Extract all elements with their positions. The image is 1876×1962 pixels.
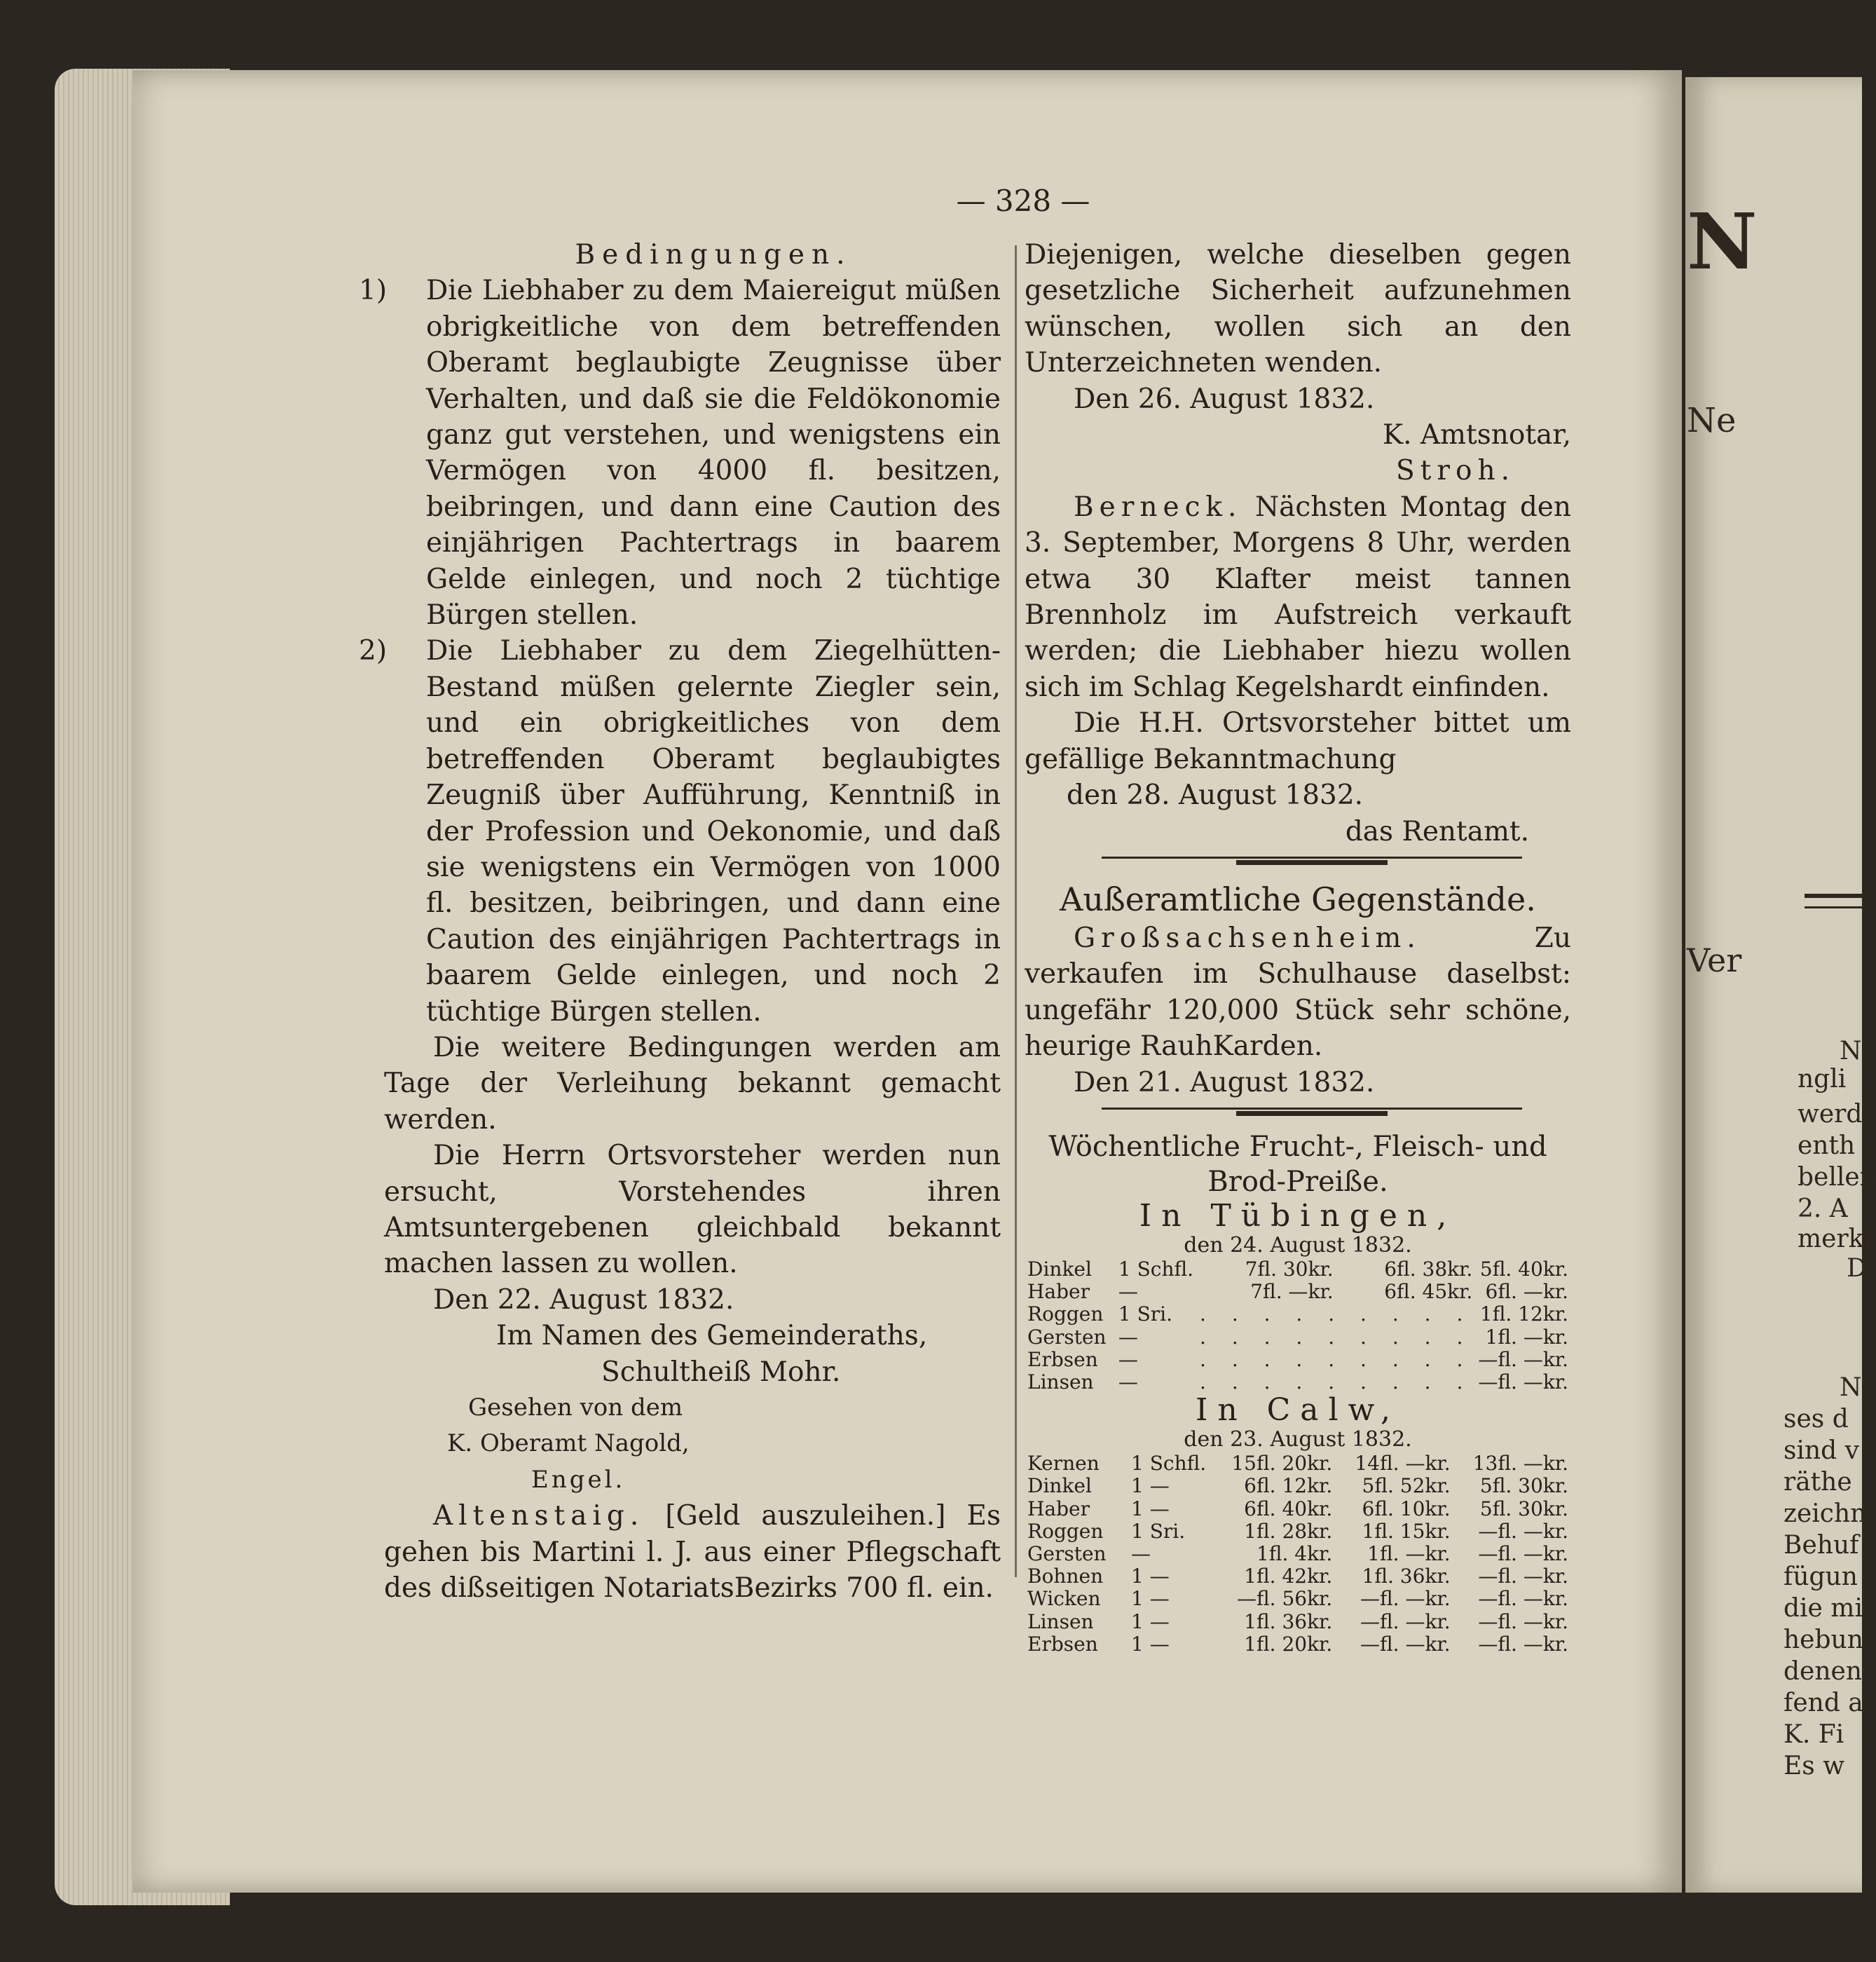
item-unit: — <box>1118 1325 1138 1349</box>
price-low: —fl. —kr. <box>1478 1587 1568 1611</box>
price-high: 6fl. 12kr. <box>1244 1474 1333 1498</box>
price-dots: . . . . . . . . . <box>1200 1302 1473 1326</box>
date-line: Den 21. August 1832. <box>1074 1066 1375 1098</box>
table-row <box>1025 1520 1571 1543</box>
item-unit: 1 Sri. <box>1118 1302 1173 1326</box>
item-unit: — <box>1118 1347 1138 1371</box>
price-mid: 6fl. 10kr. <box>1362 1497 1451 1520</box>
signature-line: Im Namen des Gemeinderaths, <box>496 1320 928 1352</box>
item-name: Dinkel <box>1027 1257 1092 1281</box>
next-page-fragment: sind v <box>1783 1436 1859 1465</box>
next-page-fragment: Behuf <box>1783 1531 1859 1560</box>
price-table-tuebingen <box>1025 1258 1571 1394</box>
table-row <box>1025 1588 1571 1610</box>
left-column <box>359 237 1001 1606</box>
next-page-fragment: D <box>1847 1254 1867 1283</box>
next-page-edge <box>1685 77 1876 1893</box>
next-page-fragment: denen <box>1783 1657 1863 1686</box>
next-page-fragment: fügun <box>1783 1562 1858 1591</box>
next-page-fragment: K. Fi <box>1783 1720 1844 1749</box>
town-heading-calw: In Calw, <box>1195 1392 1401 1429</box>
condition-text: Die Liebhaber zu dem Ziegelhütten-Bestand müßen gelernte Ziegler sein, und ein obrigkeitliches von dem betreffenden Oberamt beglaubigtes Zeugniß über Aufführung, Kenntniß in der Profession und Oekonomie, und daß sie wenigstens ein Vermögen von 1000 fl. besitzen, beibringen, und dann eine Caution des einjährigen Pachtertrags in baarem Gelde einlegen, und noch 2 tüchtige Bürgen stellen. <box>426 635 1001 1028</box>
price-list-title: Wöchentliche Frucht-, Fleisch- und <box>1048 1130 1547 1163</box>
price-high: 15fl. 20kr. <box>1231 1452 1333 1476</box>
item-unit: 1 — <box>1131 1474 1170 1498</box>
price-dots: . . . . . . . . . <box>1200 1370 1473 1394</box>
price-low: —fl. —kr. <box>1478 1519 1568 1543</box>
table-row <box>1025 1565 1571 1588</box>
date-line: Den 26. August 1832. <box>1074 383 1375 415</box>
price-low: —fl. —kr. <box>1478 1347 1568 1371</box>
advertisement <box>384 1498 1001 1606</box>
next-page-fragment: N <box>1687 196 1758 287</box>
price-mid: 14fl. —kr. <box>1355 1452 1451 1476</box>
item-name: Linsen <box>1027 1370 1094 1394</box>
advertisement-text: Nächsten Montag den 3. September, Morgens 8 Uhr, werden etwa 30 Klafter meist tannen Brennholz im Aufstreich verkauft werden; die Liebhaber hiezu wollen sich im Schlag Kegelshardt einfinden. <box>1025 491 1571 703</box>
advertisement <box>1025 489 1571 705</box>
town-heading-tuebingen: In Tübingen, <box>1139 1197 1457 1234</box>
price-low: 5fl. 30kr. <box>1479 1474 1568 1498</box>
next-page-fragment: ses d <box>1783 1405 1849 1433</box>
table-row <box>1025 1349 1571 1371</box>
paragraph: Die weitere Bedingungen werden am Tage der Verleihung bekannt gemacht werden. <box>384 1031 1001 1136</box>
price-high: 7fl. —kr. <box>1250 1280 1334 1304</box>
item-name: Bohnen <box>1027 1565 1104 1588</box>
condition-item-1 <box>359 273 1001 633</box>
price-low: —fl. —kr. <box>1478 1609 1568 1633</box>
price-mid: 1fl. 15kr. <box>1362 1519 1451 1543</box>
price-mid: 6fl. 45kr. <box>1384 1280 1473 1304</box>
price-mid: 6fl. 38kr. <box>1384 1257 1473 1281</box>
table-row <box>1025 1498 1571 1520</box>
item-number: 1) <box>359 275 388 307</box>
price-low: —fl. —kr. <box>1478 1632 1568 1656</box>
paragraph: Die Herrn Ortsvorsteher werden nun ersucht, Vorstehendes ihren Amtsuntergebenen gleichbald bekannt machen lassen zu wollen. <box>384 1140 1001 1280</box>
price-date: den 23. August 1832. <box>1184 1427 1412 1452</box>
price-mid: 5fl. 52kr. <box>1362 1474 1451 1498</box>
approval-line: Gesehen von dem <box>468 1394 683 1422</box>
price-high: 6fl. 40kr. <box>1244 1497 1333 1520</box>
place-name: Berneck. <box>1074 491 1242 523</box>
item-unit: — <box>1118 1280 1138 1304</box>
price-high: 1fl. 20kr. <box>1244 1632 1333 1656</box>
item-name: Roggen <box>1027 1519 1104 1543</box>
approval-line: K. Oberamt Nagold, <box>447 1429 690 1458</box>
next-page-fragment: enth <box>1798 1131 1856 1160</box>
price-date: den 24. August 1832. <box>1184 1232 1412 1258</box>
next-page-fragment: 2. A <box>1798 1194 1848 1223</box>
table-row <box>1025 1452 1571 1475</box>
item-name: Linsen <box>1027 1609 1094 1633</box>
table-row <box>1025 1611 1571 1633</box>
signature-line: K. Amtsnotar, <box>1382 419 1571 451</box>
price-low: 1fl. —kr. <box>1485 1325 1568 1349</box>
item-unit: — <box>1118 1370 1138 1394</box>
advertisement-text: [Geld auszuleihen.] Es gehen bis Martini l. J. aus einer Pflegschaft des dißseitigen NotariatsBezirks 700 fl. ein. <box>384 1500 1001 1605</box>
item-number: 2) <box>359 635 388 667</box>
price-mid: —fl. —kr. <box>1360 1609 1451 1633</box>
price-low: 1fl. 12kr. <box>1479 1302 1568 1326</box>
next-page-fragment: bellen <box>1798 1163 1876 1192</box>
price-mid: 1fl. —kr. <box>1367 1541 1451 1565</box>
table-row <box>1025 1258 1571 1281</box>
next-page-fragment: Ver <box>1687 941 1742 979</box>
table-row <box>1025 1633 1571 1656</box>
item-unit: 1 — <box>1131 1609 1170 1633</box>
table-row <box>1025 1543 1571 1565</box>
item-unit: 1 — <box>1131 1632 1170 1656</box>
next-page-fragment: N <box>1840 1373 1862 1402</box>
item-unit: 1 — <box>1131 1497 1170 1520</box>
table-row <box>1025 1326 1571 1349</box>
next-page-fragment: ngli <box>1798 1065 1847 1094</box>
table-row <box>1025 1475 1571 1497</box>
next-page-fragment: räthe <box>1783 1468 1852 1497</box>
item-name: Erbsen <box>1027 1632 1098 1656</box>
next-page-fragment: Ne <box>1687 401 1737 440</box>
table-row <box>1025 1371 1571 1394</box>
next-page-fragment: N <box>1840 1037 1862 1065</box>
page-number: — 328 — <box>956 184 1090 218</box>
table-row <box>1025 1303 1571 1326</box>
next-page-fragment: fend a <box>1783 1689 1863 1717</box>
next-page-fragment: Es w <box>1783 1752 1845 1780</box>
price-low: —fl. —kr. <box>1478 1541 1568 1565</box>
next-page-fragment: merkf <box>1798 1225 1873 1253</box>
price-dots: . . . . . . . . . <box>1200 1325 1473 1349</box>
price-mid: —fl. —kr. <box>1360 1587 1451 1611</box>
signature-name: Stroh. <box>1395 455 1515 487</box>
item-name: Gersten <box>1027 1541 1107 1565</box>
item-unit: 1 Sri. <box>1131 1519 1186 1543</box>
section-rule <box>1102 857 1522 868</box>
approval-name: Engel. <box>531 1465 626 1494</box>
item-unit: — <box>1131 1541 1151 1565</box>
condition-item-2 <box>359 633 1001 1029</box>
price-low: 5fl. 40kr. <box>1479 1257 1568 1281</box>
paragraph: Die H.H. Ortsvorsteher bittet um gefällige Bekanntmachung <box>1025 707 1571 775</box>
advertisement <box>1025 920 1571 1065</box>
item-unit: 1 Schfl. <box>1131 1452 1207 1476</box>
date-line: Den 22. August 1832. <box>433 1283 734 1316</box>
price-high: —fl. 56kr. <box>1236 1587 1333 1611</box>
price-dots: . . . . . . . . . <box>1200 1347 1473 1371</box>
price-low: 5fl. 30kr. <box>1479 1497 1568 1520</box>
item-name: Roggen <box>1027 1302 1104 1326</box>
place-name: Großsachsenheim. <box>1074 922 1421 954</box>
item-unit: 1 Schfl. <box>1118 1257 1194 1281</box>
next-page-fragment: die mi <box>1783 1594 1863 1623</box>
item-name: Wicken <box>1027 1587 1101 1611</box>
item-name: Haber <box>1027 1280 1090 1304</box>
price-mid: 1fl. 36kr. <box>1362 1565 1451 1588</box>
item-name: Erbsen <box>1027 1347 1098 1371</box>
price-list <box>1025 1129 1571 1656</box>
price-low: —fl. —kr. <box>1478 1565 1568 1588</box>
paragraph: Diejenigen, welche dieselben gegen gesetzliche Sicherheit aufzunehmen wünschen, wollen sich an den Unterzeichneten wenden. <box>1025 239 1571 379</box>
item-unit: 1 — <box>1131 1565 1170 1588</box>
price-low: —fl. —kr. <box>1478 1370 1568 1394</box>
advertisement-text: Zu verkaufen im Schulhause daselbst: ungefähr 120,000 Stück sehr schöne, heurige RauhKarden. <box>1025 922 1571 1063</box>
price-low: 6fl. —kr. <box>1485 1280 1568 1304</box>
price-low: 13fl. —kr. <box>1472 1452 1568 1476</box>
price-high: 7fl. 30kr. <box>1245 1257 1334 1281</box>
price-high: 1fl. 28kr. <box>1244 1519 1333 1543</box>
item-name: Dinkel <box>1027 1474 1092 1498</box>
price-high: 1fl. 4kr. <box>1256 1541 1333 1565</box>
price-mid: —fl. —kr. <box>1360 1632 1451 1656</box>
price-table-calw <box>1025 1452 1571 1656</box>
next-page-fragment: zeichn <box>1783 1499 1867 1528</box>
next-page-fragment: werd <box>1798 1100 1863 1129</box>
item-name: Kernen <box>1027 1452 1100 1476</box>
next-page-rule <box>1805 894 1868 908</box>
item-name: Haber <box>1027 1497 1090 1520</box>
place-name: Altenstaig. <box>433 1500 645 1532</box>
table-row <box>1025 1281 1571 1303</box>
signature-name: Schultheiß Mohr. <box>601 1356 841 1388</box>
price-high: 1fl. 42kr. <box>1244 1565 1333 1588</box>
condition-text: Die Liebhaber zu dem Maiereigut müßen obrigkeitliche von dem betreffenden Oberamt beglaubigte Zeugnisse über Verhalten, und daß sie die Feldökonomie ganz gut verstehen, und wenigstens ein Vermögen von 4000 fl. besitzen, beibringen, und dann eine Caution des einjährigen Pachtertrags in baarem Gelde einlegen, und noch 2 tüchtige Bürgen stellen. <box>426 275 1001 632</box>
next-page-fragment: hebun <box>1783 1626 1863 1654</box>
item-name: Gersten <box>1027 1325 1107 1349</box>
price-list-title: Brod-Preiße. <box>1207 1165 1388 1198</box>
signature-line: das Rentamt. <box>1345 815 1529 847</box>
price-high: 1fl. 36kr. <box>1244 1609 1333 1633</box>
right-column <box>1025 237 1571 1656</box>
section-rule <box>1102 1108 1522 1119</box>
conditions-heading: Bedingungen. <box>575 239 852 271</box>
item-unit: 1 — <box>1131 1587 1170 1611</box>
date-line: den 28. August 1832. <box>1067 779 1364 812</box>
section-title: Außeramtliche Gegenstände. <box>1060 880 1536 918</box>
column-divider <box>1015 245 1017 1577</box>
